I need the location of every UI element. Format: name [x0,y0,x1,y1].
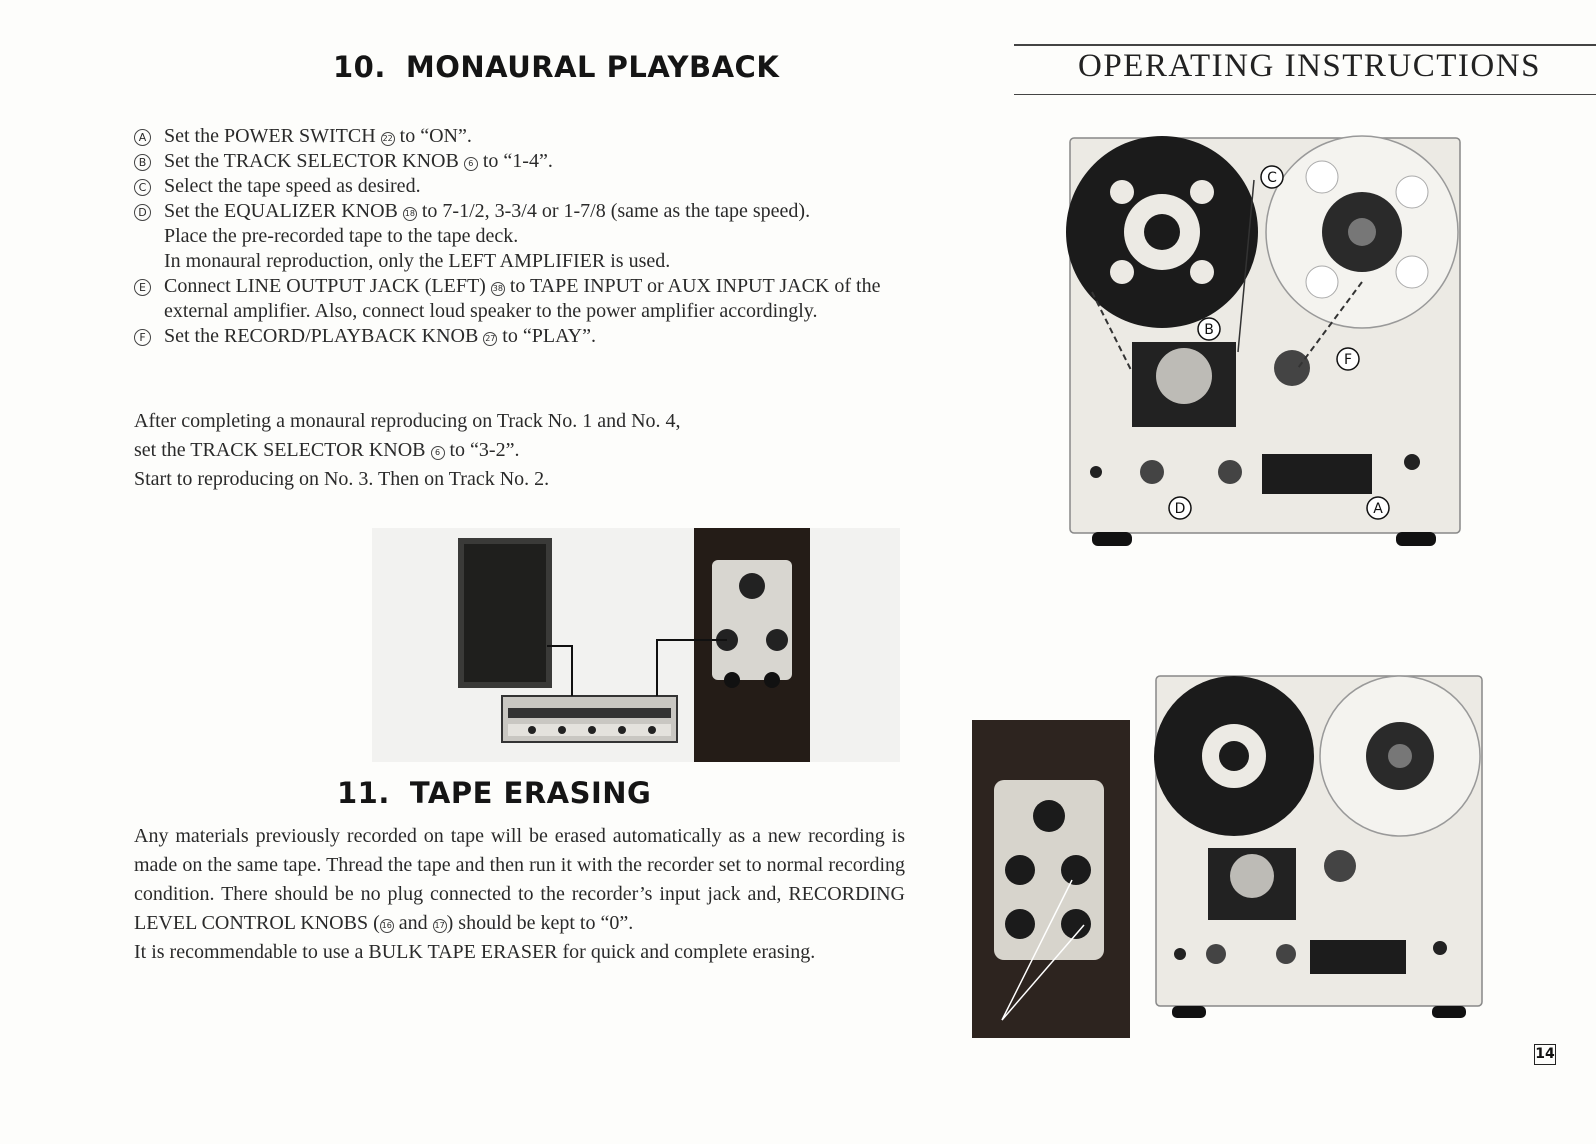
after-line-1: After completing a monaural reproducing on Track No. 1 and No. 4, [134,410,681,432]
note-monaural: In monaural reproduction, only the LEFT AMPLIFIER is used. [164,250,671,272]
page-header-title: OPERATING INSTRUCTIONS [1078,48,1541,84]
section-10-heading: MONAURAL PLAYBACK [405,50,780,84]
page-number: 14 [1534,1044,1556,1065]
label-d: D [1174,501,1186,517]
ref-number: 27 [483,332,497,346]
tape-deck-playback-photo [1062,132,1466,557]
section-11-heading: TAPE ERASING [409,776,652,810]
note-place-tape: Place the pre-recorded tape to the tape deck. [164,225,519,247]
tape-deck-erasing-photo [1150,672,1488,1034]
after-line-3: Start to reproducing on No. 3. Then on Track No. 2. [134,468,550,490]
ref-number: 18 [403,207,417,221]
step-c: C Select the tape speed as desired. [134,174,904,199]
header-rule-top [1014,44,1596,46]
ref-number: 6 [464,157,478,171]
step-d: D Set the EQUALIZER KNOB 18 to 7-1/2, 3-3/4 or 1-7/8 (same as the tape speed). [134,199,904,224]
step-a: A Set the POWER SWITCH 22 to “ON”. [134,124,904,149]
section-10-title [333,50,779,84]
step-marker: F [134,329,151,346]
step-marker: B [134,154,151,171]
ref-number: 16 [380,919,394,933]
section-11-title [337,776,651,810]
label-c: C [1267,170,1277,186]
label-f: F [1343,352,1353,368]
section-11-number: 11. [337,776,390,810]
erasing-text-1: Any materials previously recorded on tape will be erased automatically as a new recording is made on the same tape. Thread the tape and then run it with the recorder set to normal recording condition. There should be no plug connected to the recorder’s input jack and, RECORDING LEVEL CONTROL KNOBS ( 16 and 17) should be kept to “0”. [134,825,905,934]
label-a: A [1373,501,1383,517]
header-rule-bottom [1014,94,1596,95]
section-10-number: 10. [333,50,386,84]
playback-steps [134,124,904,349]
ref-number: 17 [433,919,447,933]
ref-number: 38 [491,282,505,296]
label-b: B [1204,322,1214,338]
ref-number: 22 [381,132,395,146]
after-line-2: set the TRACK SELECTOR KNOB 6 to “3-2”. [134,439,520,461]
ref-number: 6 [431,446,445,460]
after-paragraph [134,407,904,494]
step-marker: A [134,129,151,146]
erasing-paragraph [134,822,905,967]
erasing-text-2: It is recommendable to use a BULK TAPE ERASER for quick and complete erasing. [134,941,816,963]
amplifier-connection-photo [372,528,900,762]
step-b: B Set the TRACK SELECTOR KNOB 6 to “1-4”. [134,149,904,174]
jack-panel-photo [972,720,1130,1038]
step-f: F Set the RECORD/PLAYBACK KNOB 27 to “PLAY”. [134,324,904,349]
step-marker: C [134,179,151,196]
step-marker: D [134,204,151,221]
step-marker: E [134,279,151,296]
step-e: E Connect LINE OUTPUT JACK (LEFT) 38 to TAPE INPUT or AUX INPUT JACK of the external amplifier. Also, connect loud speaker to the power amplifier accordingly. [134,274,904,324]
